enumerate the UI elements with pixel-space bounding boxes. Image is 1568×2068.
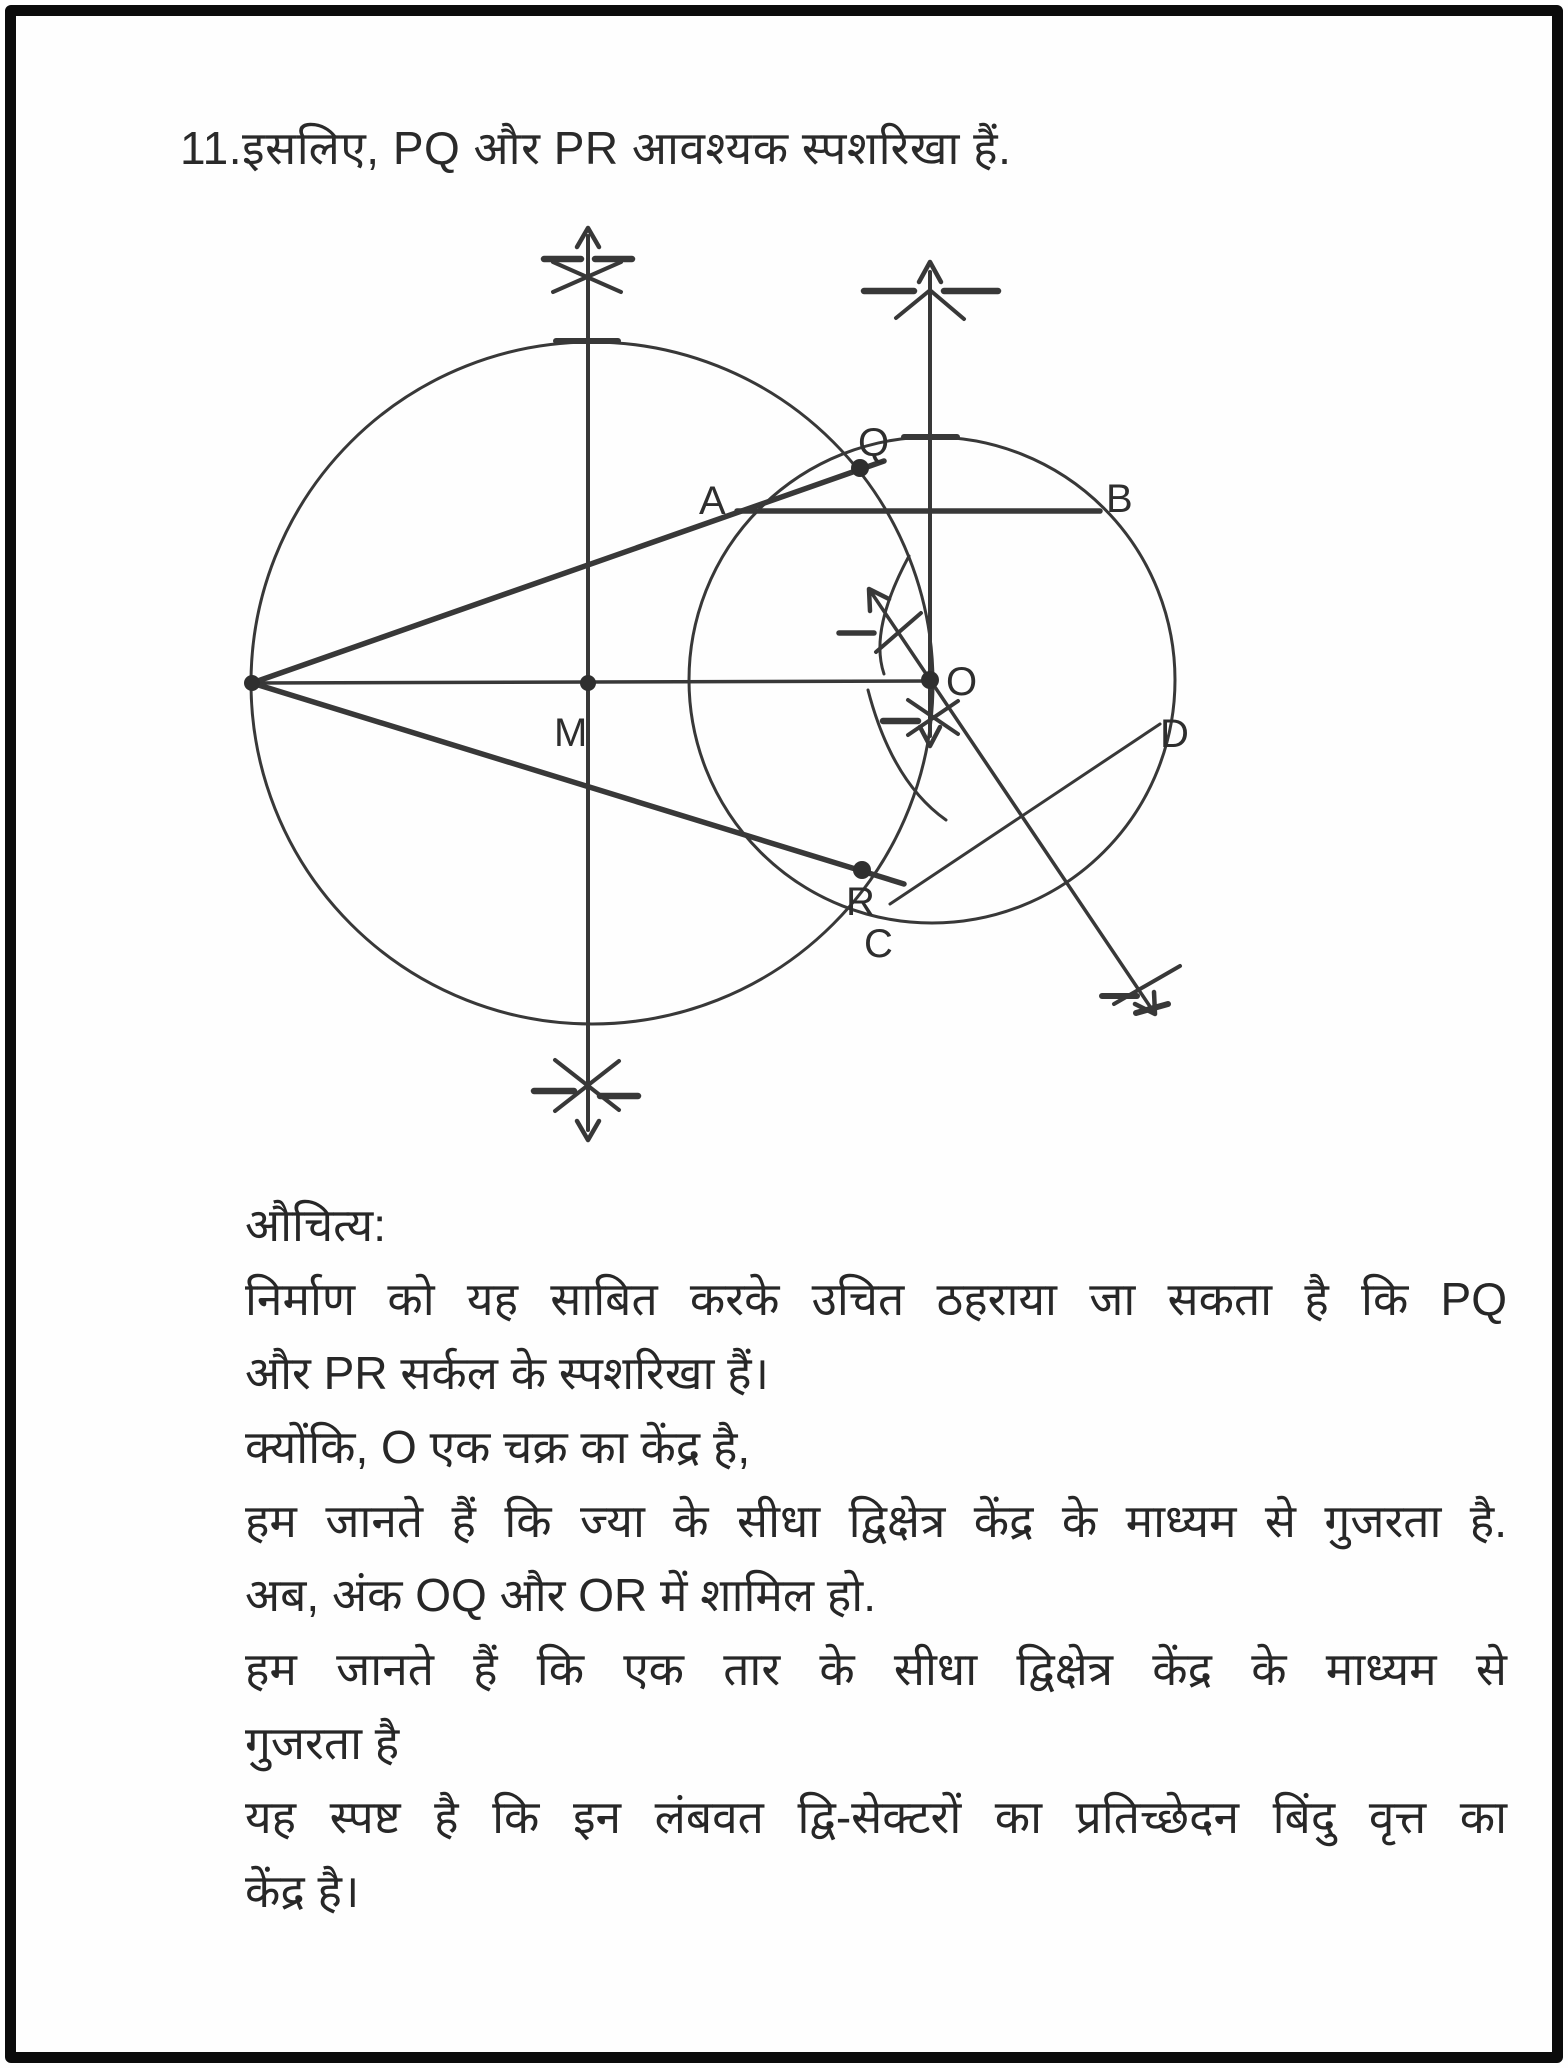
justification-heading: औचित्य:	[245, 1199, 386, 1251]
body-line: हम जानते हैं कि एक तार के सीधा द्विक्षेत्र केंद्र के माध्यम से	[245, 1643, 1507, 1695]
tangent-PQ	[252, 461, 884, 683]
point-M	[580, 675, 596, 691]
page-title: 11.इसलिए, PQ और PR आवश्यक स्पशरिखा हैं.	[180, 122, 1012, 174]
body-line: क्योंकि, O एक चक्र का केंद्र है,	[245, 1421, 751, 1473]
compass-arc-above-O	[880, 556, 909, 674]
label-Q: Q	[858, 421, 890, 465]
body-line: यह स्पष्ट है कि इन लंबवत द्वि-सेक्टरों का प्रतिच्छेदन बिंदु वृत्त का	[245, 1791, 1507, 1843]
label-O: O	[946, 660, 978, 704]
label-C: C	[864, 922, 893, 966]
body-line: गुजरता है	[245, 1717, 400, 1769]
label-D: D	[1160, 712, 1189, 756]
point-O	[921, 671, 939, 689]
point-P	[244, 675, 260, 691]
body-line: केंद्र है।	[245, 1865, 360, 1917]
label-R: R	[846, 880, 875, 924]
body-line: अब, अंक OQ और OR में शामिल हो.	[245, 1569, 876, 1621]
body-line: निर्माण को यह साबित करके उचित ठहराया जा सकता है कि PQ	[245, 1273, 1507, 1325]
compass-arc-below-O	[868, 690, 946, 820]
point-R	[853, 861, 871, 879]
body-line: और PR सर्कल के स्पशरिखा हैं।	[245, 1347, 770, 1399]
chord-CD	[890, 724, 1160, 904]
label-M: M	[554, 711, 588, 755]
label-A: A	[699, 479, 726, 523]
label-B: B	[1106, 477, 1133, 521]
body-line: हम जानते हैं कि ज्या के सीधा द्विक्षेत्र केंद्र के माध्यम से गुजरता है.	[245, 1495, 1507, 1547]
justification-text-block	[245, 1188, 1507, 1928]
